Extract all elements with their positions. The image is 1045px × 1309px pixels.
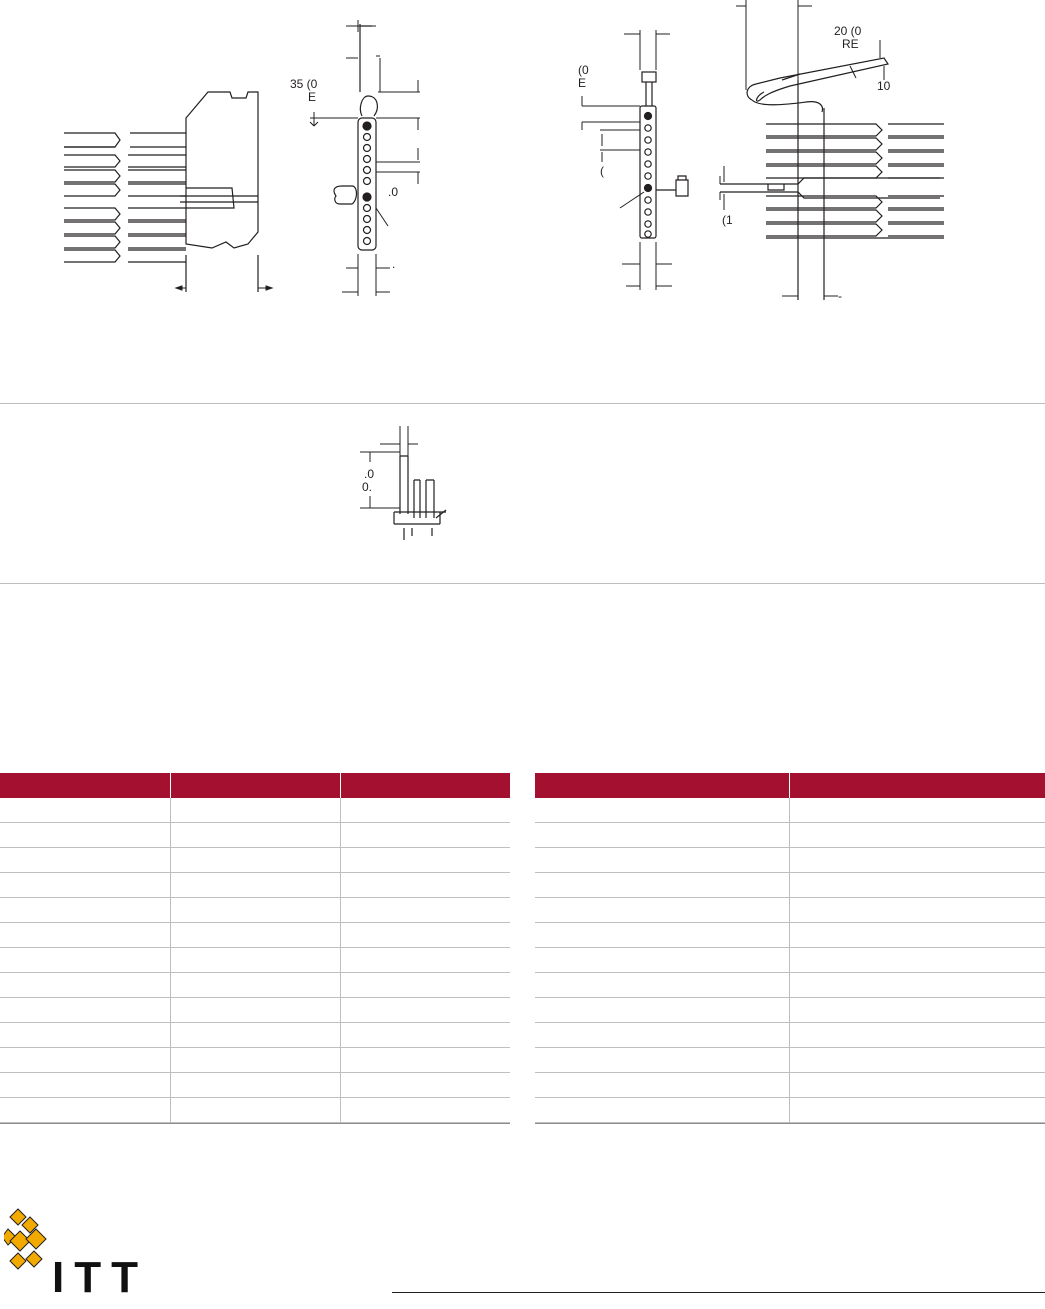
table-row bbox=[535, 898, 1045, 923]
table-row bbox=[0, 923, 510, 948]
table-cell bbox=[340, 1098, 510, 1123]
table-cell bbox=[789, 1098, 1045, 1123]
table-header-cell bbox=[170, 773, 340, 798]
table-cell bbox=[170, 898, 340, 923]
table-cell bbox=[535, 798, 789, 823]
table-cell bbox=[340, 823, 510, 848]
table-cell bbox=[170, 1098, 340, 1123]
table-cell bbox=[535, 973, 789, 998]
table-cell bbox=[170, 1073, 340, 1098]
table-row bbox=[0, 1073, 510, 1098]
table-cell bbox=[789, 1023, 1045, 1048]
table-cell bbox=[535, 898, 789, 923]
table-row bbox=[535, 973, 1045, 998]
table-cell bbox=[340, 848, 510, 873]
table-cell bbox=[789, 998, 1045, 1023]
table-header-cell bbox=[535, 773, 789, 798]
table-cell bbox=[789, 823, 1045, 848]
table-cell bbox=[340, 998, 510, 1023]
table-cell bbox=[340, 1023, 510, 1048]
itt-logo-icon bbox=[4, 1207, 52, 1287]
dim-label-10: 10 bbox=[877, 79, 891, 93]
table-cell bbox=[789, 973, 1045, 998]
dim-label-pin-dot0: .0 bbox=[364, 467, 375, 481]
table-cell bbox=[170, 873, 340, 898]
table-cell bbox=[535, 923, 789, 948]
table-cell bbox=[340, 798, 510, 823]
ribbon-cable-right-view bbox=[720, 80, 944, 303]
table-row bbox=[0, 898, 510, 923]
table-cell bbox=[789, 898, 1045, 923]
table-header-row bbox=[0, 773, 510, 798]
dim-label-pin-0dot: 0. bbox=[362, 480, 373, 494]
spec-table-left-wrapper bbox=[0, 773, 510, 1124]
table-row bbox=[535, 923, 1045, 948]
table-cell bbox=[535, 848, 789, 873]
table-cell bbox=[535, 998, 789, 1023]
dim-label-dash: - bbox=[838, 289, 842, 303]
table-header-cell bbox=[340, 773, 510, 798]
table-cell bbox=[0, 848, 170, 873]
table-row bbox=[535, 823, 1045, 848]
dim-label-e-left: E bbox=[308, 90, 317, 104]
table-cell bbox=[340, 873, 510, 898]
table-cell bbox=[340, 948, 510, 973]
table-cell bbox=[340, 973, 510, 998]
table-row bbox=[0, 823, 510, 848]
ribbon-cable-left-view bbox=[64, 133, 186, 262]
table-row bbox=[0, 848, 510, 873]
table-cell bbox=[789, 1048, 1045, 1073]
section-divider-1 bbox=[0, 403, 1045, 404]
dim-label-re: RE bbox=[842, 37, 859, 51]
spec-table-left-body bbox=[0, 798, 510, 1123]
table-row bbox=[0, 1048, 510, 1073]
brand-name: ITT bbox=[52, 1253, 148, 1302]
table-cell bbox=[789, 873, 1045, 898]
dim-label-dot0: .0 bbox=[388, 185, 399, 199]
dimension-lines-latch bbox=[720, 0, 884, 296]
table-cell bbox=[0, 1098, 170, 1123]
table-cell bbox=[0, 1048, 170, 1073]
table-cell bbox=[340, 923, 510, 948]
table-cell bbox=[0, 998, 170, 1023]
table-row bbox=[535, 1023, 1045, 1048]
table-cell bbox=[0, 823, 170, 848]
table-row bbox=[0, 1023, 510, 1048]
table-cell bbox=[0, 1073, 170, 1098]
table-cell bbox=[170, 798, 340, 823]
table-row bbox=[535, 848, 1045, 873]
table-cell bbox=[170, 973, 340, 998]
table-cell bbox=[0, 873, 170, 898]
table-cell bbox=[0, 973, 170, 998]
table-cell bbox=[340, 1048, 510, 1073]
table-cell bbox=[170, 848, 340, 873]
table-cell bbox=[170, 1023, 340, 1048]
connector-body-left bbox=[180, 92, 258, 292]
table-row bbox=[535, 1048, 1045, 1073]
spec-table-right-body bbox=[535, 798, 1045, 1123]
dim-label-35: 35 (0 bbox=[290, 77, 318, 91]
table-cell bbox=[789, 948, 1045, 973]
table-row bbox=[0, 798, 510, 823]
table-cell bbox=[0, 948, 170, 973]
latch-clip bbox=[747, 58, 891, 112]
table-cell bbox=[340, 898, 510, 923]
table-row bbox=[0, 998, 510, 1023]
table-row bbox=[535, 1098, 1045, 1123]
table-cell bbox=[0, 1023, 170, 1048]
dim-label-dot: . bbox=[392, 257, 396, 271]
table-cell bbox=[789, 923, 1045, 948]
dim-label-20: 20 (0 bbox=[834, 24, 862, 38]
table-cell bbox=[535, 1023, 789, 1048]
dimension-lines-end-view bbox=[310, 20, 420, 296]
table-cell bbox=[535, 948, 789, 973]
table-cell bbox=[535, 823, 789, 848]
table-cell bbox=[535, 1048, 789, 1073]
table-row bbox=[0, 948, 510, 973]
table-row bbox=[535, 998, 1045, 1023]
table-cell bbox=[535, 1073, 789, 1098]
table-cell bbox=[170, 923, 340, 948]
table-row bbox=[535, 873, 1045, 898]
table-cell bbox=[0, 898, 170, 923]
table-cell bbox=[0, 798, 170, 823]
table-cell bbox=[535, 873, 789, 898]
connector-side-view-right bbox=[640, 72, 688, 238]
table-cell bbox=[535, 1098, 789, 1123]
dimension-lines-side-view bbox=[582, 30, 672, 290]
table-cell bbox=[0, 923, 170, 948]
footer-rule bbox=[392, 1292, 1045, 1293]
dim-label-paren-open: ( bbox=[600, 164, 604, 178]
table-row bbox=[535, 798, 1045, 823]
spec-table-right bbox=[535, 773, 1045, 1123]
table-row bbox=[0, 973, 510, 998]
table-row bbox=[535, 1073, 1045, 1098]
table-cell bbox=[340, 1073, 510, 1098]
spec-table-left bbox=[0, 773, 510, 1123]
table-cell bbox=[170, 823, 340, 848]
table-cell bbox=[170, 1048, 340, 1073]
dim-label-paren0: (0 bbox=[578, 63, 589, 77]
table-cell bbox=[170, 948, 340, 973]
section-divider-2 bbox=[0, 583, 1045, 584]
table-cell bbox=[170, 998, 340, 1023]
table-row bbox=[535, 948, 1045, 973]
dim-label-e-right: E bbox=[578, 76, 587, 90]
pin-detail-drawing bbox=[394, 456, 446, 540]
table-header-row bbox=[535, 773, 1045, 798]
table-cell bbox=[789, 848, 1045, 873]
table-cell bbox=[789, 1073, 1045, 1098]
technical-drawing-area bbox=[0, 0, 1045, 600]
table-row bbox=[0, 873, 510, 898]
table-row bbox=[0, 1098, 510, 1123]
table-header-cell bbox=[0, 773, 170, 798]
spec-table-right-wrapper bbox=[535, 773, 1045, 1124]
dim-label-paren1: (1 bbox=[722, 213, 733, 227]
table-header-cell bbox=[789, 773, 1045, 798]
table-cell bbox=[789, 798, 1045, 823]
